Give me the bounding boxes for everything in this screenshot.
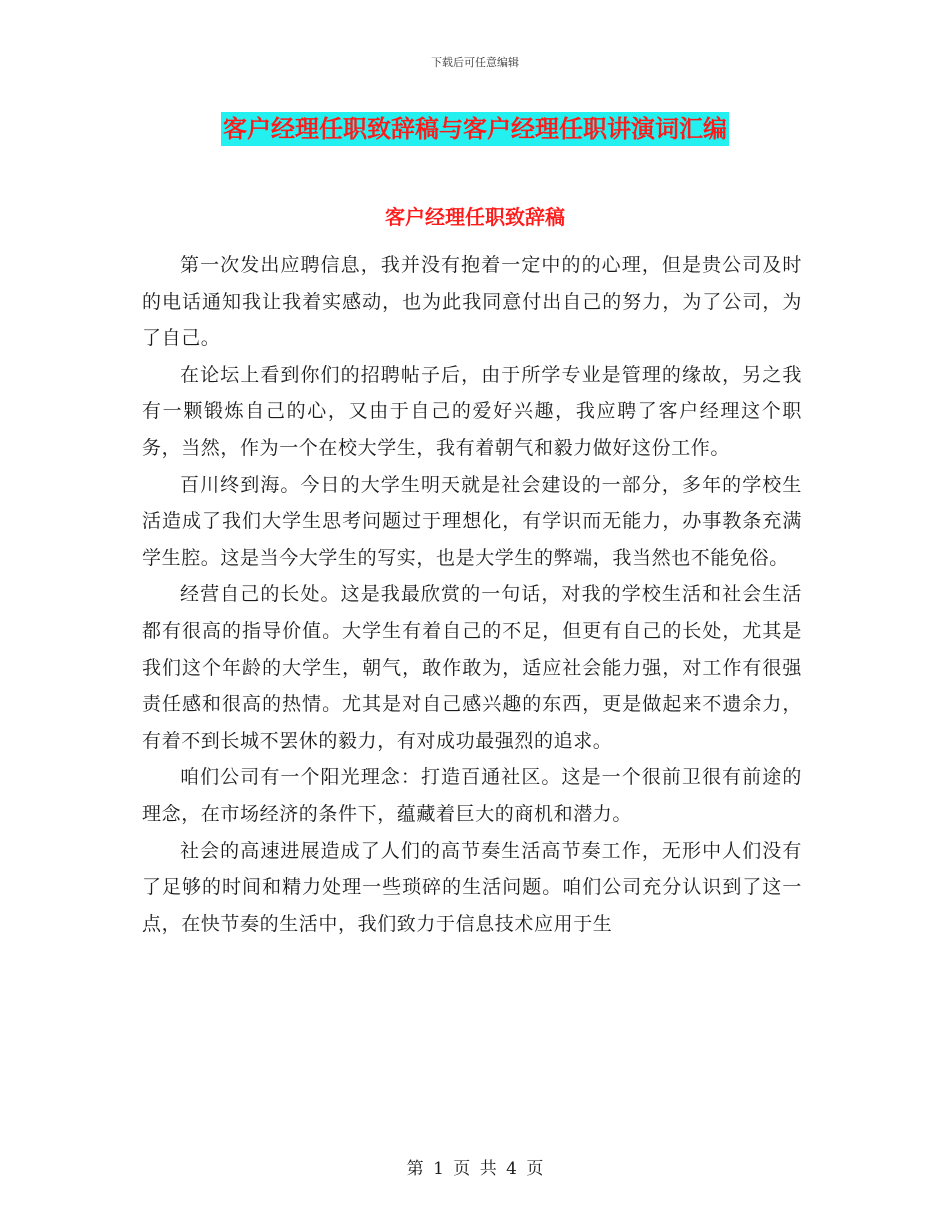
main-title-container [0, 112, 950, 146]
page-number-footer: 第 1 页 共 4 页 [406, 1159, 544, 1179]
page-header-note: 下载后可任意编辑 [431, 56, 519, 69]
section-title: 客户经理任职致辞稿 [385, 205, 565, 229]
document-body [142, 247, 802, 942]
paragraph-2: 在论坛上看到你们的招聘帖子后，由于所学专业是管理的缘故，另之我有一颗锻炼自己的心，又由于自己的爱好兴趣，我应聘了客户经理这个职务，当然，作为一个在校大学生，我有着朝气和毅力做好这份工作。 [142, 363, 802, 459]
paragraph-4: 经营自己的长处。这是我最欣赏的一句话，对我的学校生活和社会生活都有很高的指导价值。大学生有着自己的不足，但更有自己的长处，尤其是我们这个年龄的大学生，朝气，敢作敢为，适应社会能力强，对工作有很强责任感和很高的热情。尤其是对自己感兴趣的东西，更是做起来不遗余力，有着不到长城不罢休的毅力，有对成功最强烈的追求。 [142, 583, 802, 752]
paragraph-3: 百川终到海。今日的大学生明天就是社会建设的一部分，多年的学校生活造成了我们大学生思考问题过于理想化，有学识而无能力，办事教条充满学生腔。这是当今大学生的写实，也是大学生的弊端，我当然也不能免俗。 [142, 473, 802, 569]
paragraph-6: 社会的高速进展造成了人们的高节奏生活高节奏工作，无形中人们没有了足够的时间和精力处理一些琐碎的生活问题。咱们公司充分认识到了这一点，在快节奏的生活中，我们致力于信息技术应用于生 [142, 839, 802, 935]
document-main-title: 客户经理任职致辞稿与客户经理任职讲演词汇编 [221, 112, 729, 146]
paragraph-1: 第一次发出应聘信息，我并没有抱着一定中的的心理，但是贵公司及时的电话通知我让我着实感动，也为此我同意付出自己的努力，为了公司，为了自己。 [142, 254, 802, 350]
paragraph-5: 咱们公司有一个阳光理念：打造百通社区。这是一个很前卫很有前途的理念，在市场经济的条件下，蕴藏着巨大的商机和潜力。 [142, 766, 802, 825]
